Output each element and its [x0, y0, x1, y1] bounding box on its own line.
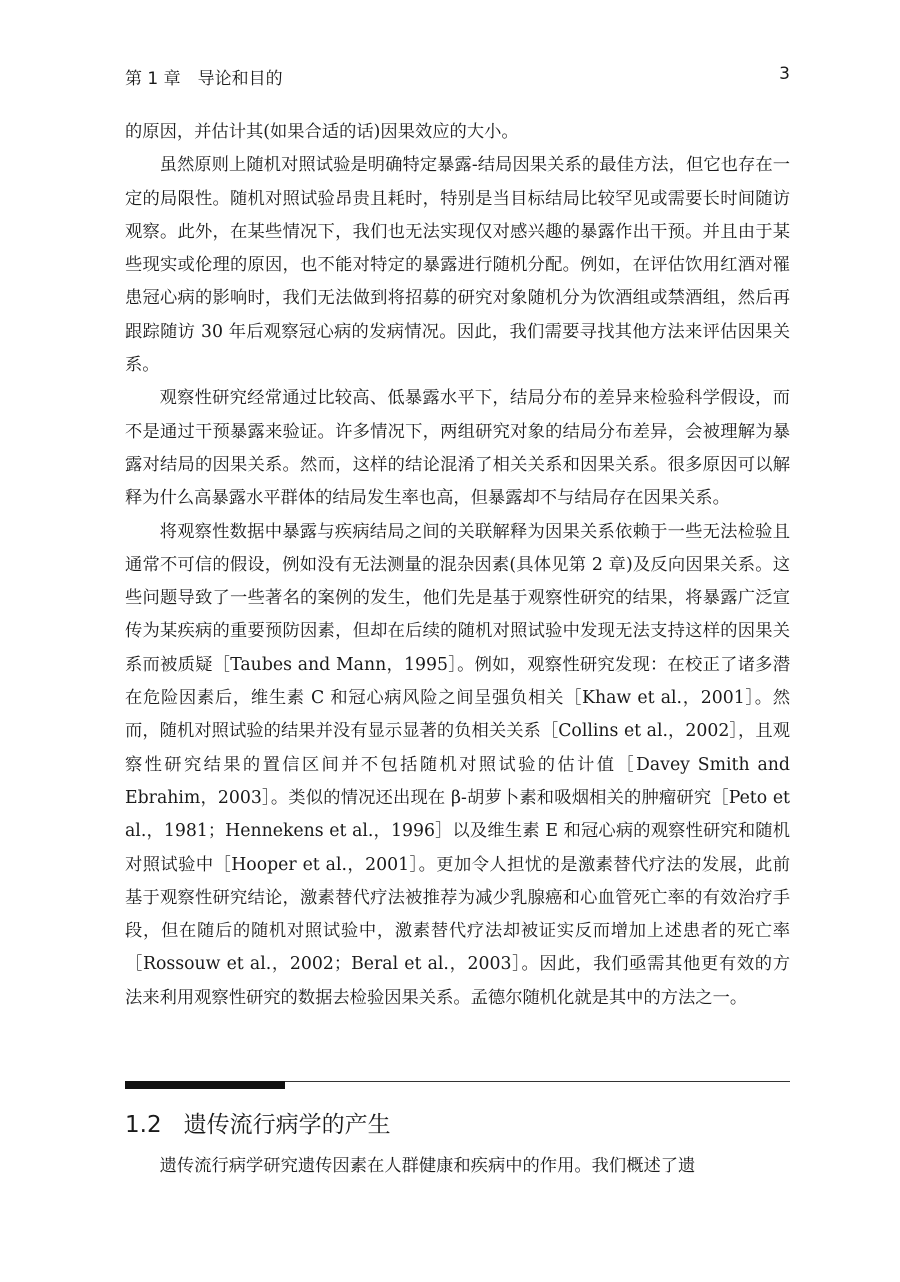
section-divider: [125, 1081, 790, 1089]
section-heading: [125, 1108, 790, 1142]
paragraph-observational-studies: 观察性研究经常通过比较高、低暴露水平下，结局分布的差异来检验科学假设，而不是通过干预暴露来验证。许多情况下，两组研究对象的结局分布差异，会被理解为暴露对结局的因果关系。然而，这样的结论混淆了相关关系和因果关系。很多原因可以解释为什么高暴露水平群体的结局发生率也高，但暴露却不与结局存在因果关系。: [125, 388, 790, 509]
paragraph-continuation: 的原因，并估计其(如果合适的话)因果效应的大小。: [125, 122, 519, 142]
body-text: [125, 116, 790, 1015]
section-number: 1.2: [125, 1112, 162, 1138]
paragraph-rct-limitations: 虽然原则上随机对照试验是明确特定暴露-结局因果关系的最佳方法，但它也存在一定的局限性。随机对照试验昂贵且耗时，特别是当目标结局比较罕见或需要长时间随访观察。此外，在某些情况下，我们也无法实现仅对感兴趣的暴露作出干预。并且由于某些现实或伦理的原因，也不能对特定的暴露进行随机分配。例如，在评估饮用红酒对罹患冠心病的影响时，我们无法做到将招募的研究对象随机分为饮酒组或禁酒组，然后再跟踪随访 30 年后观察冠心病的发病情况。因此，我们需要寻找其他方法来评估因果关系。: [125, 155, 790, 376]
section-body: [125, 1150, 790, 1183]
chapter-title: 第 1 章 导论和目的: [125, 69, 283, 89]
section-divider-thin: [285, 1081, 790, 1082]
page-number: 3: [779, 64, 790, 84]
section-divider-thick: [125, 1081, 285, 1089]
running-header: [125, 64, 790, 94]
section-title: 遗传流行病学的产生: [183, 1112, 391, 1138]
paragraph-causal-interpretation: 将观察性数据中暴露与疾病结局之间的关联解释为因果关系依赖于一些无法检验且通常不可信的假设，例如没有无法测量的混杂因素(具体见第 2 章)及反向因果关系。这些问题导致了一些著名的案例的发生，他们先是基于观察性研究的结果，将暴露广泛宣传为某疾病的重要预防因素，但却在后续的随机对照试验中发现无法支持这样的因果关系而被质疑［Taubes and Mann，1995］。例如，观察性研究发现：在校正了诸多潜在危险因素后，维生素 C 和冠心病风险之间呈强负相关［Khaw et al.，2001］。然而，随机对照试验的结果并没有显示显著的负相关关系［Collins et al.，2002］，且观察性研究结果的置信区间并不包括随机对照试验的估计值［Davey Smith and Ebrahim，2003］。类似的情况还出现在 β-胡萝卜素和吸烟相关的肿瘤研究［Peto et al.，1981；Hennekens et al.，1996］以及维生素 E 和冠心病的观察性研究和随机对照试验中［Hooper et al.，2001］。更加令人担忧的是激素替代疗法的发展，此前基于观察性研究结论，激素替代疗法被推荐为减少乳腺癌和心血管死亡率的有效治疗手段，但在随后的随机对照试验中，激素替代疗法却被证实反而增加上述患者的死亡率［Rossouw et al.，2002；Beral et al.，2003］。因此，我们亟需其他更有效的方法来利用观察性研究的数据去检验因果关系。孟德尔随机化就是其中的方法之一。: [125, 521, 790, 1008]
section-first-line: 遗传流行病学研究遗传因素在人群健康和疾病中的作用。我们概述了遗: [159, 1156, 696, 1176]
